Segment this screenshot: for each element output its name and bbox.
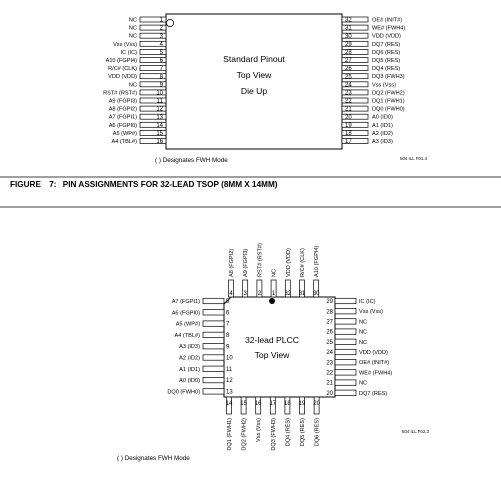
tsop-pin-number: 6 — [159, 58, 163, 65]
plcc-pin-number: 20 — [326, 390, 333, 397]
plcc-pin-number: 31 — [298, 291, 306, 297]
tsop-pin-number: 31 — [345, 25, 352, 32]
plcc-pin-number: 22 — [326, 370, 333, 377]
tsop-pin-label: A8 (FGPI2) — [108, 106, 137, 113]
tsop-pin-number: 23 — [345, 90, 352, 97]
plcc-pin-number: 6 — [226, 310, 230, 317]
tsop-pin-label: DQ0 (FWH0) — [372, 106, 405, 113]
tsop-pin-number: 4 — [159, 41, 163, 48]
plcc-pin-label: DQ0 (FWH0) — [167, 389, 200, 396]
plcc-pin-number: 27 — [326, 319, 333, 326]
plcc-pin-number: 13 — [226, 389, 233, 396]
tsop-pin-label: Vss (Vss) — [372, 82, 396, 89]
plcc-pin-label: DQ1 (FWH1) — [227, 418, 233, 451]
plcc-pin-label: DQ4 (RES) — [285, 418, 292, 447]
plcc-pin-label: IC (IC) — [359, 299, 376, 305]
tsop-pin-number: 32 — [345, 17, 352, 24]
tsop-pin-label: DQ2 (FWH2) — [372, 90, 405, 97]
tsop-pin-number: 8 — [159, 74, 163, 81]
plcc-left-pins — [167, 298, 233, 395]
tsop-pin-label: A2 (ID2) — [372, 130, 393, 137]
tsop-pin-number: 9 — [159, 82, 163, 89]
tsop-pin-label: DQ6 (RES) — [372, 49, 401, 56]
tsop-pin-label: A9 (FGPI3) — [108, 98, 137, 105]
plcc-pin-number: 15 — [240, 401, 247, 407]
plcc-pin-number: 9 — [226, 344, 230, 351]
tsop-pin-number: 20 — [345, 114, 352, 121]
tsop-pin-label: NC — [128, 17, 137, 24]
tsop-pin-label: DQ7 (RES) — [372, 41, 401, 48]
plcc-pin-number: 10 — [226, 355, 233, 362]
tsop-pin-number: 17 — [345, 139, 352, 146]
plcc-pin-number: 12 — [226, 378, 233, 385]
plcc-pin-number: 5 — [226, 299, 230, 306]
plcc-pin-number: 2 — [257, 291, 262, 297]
plcc-pin-number: 8 — [226, 333, 230, 339]
figure-caption — [10, 180, 278, 189]
tsop-pin-label: VDD (VDD) — [108, 74, 137, 81]
plcc-pin-lead — [203, 366, 224, 371]
plcc-bottom-pins — [226, 397, 321, 451]
plcc-pin-label: A0 (ID0) — [179, 378, 200, 385]
plcc-pin-number: 14 — [225, 401, 233, 407]
tsop-pin-number: 15 — [156, 131, 163, 137]
plcc-pin-lead — [335, 298, 356, 303]
plcc-pin-lead — [335, 360, 356, 365]
tsop-pin-number: 7 — [159, 66, 163, 73]
plcc-pin-number: 28 — [326, 309, 333, 316]
plcc-center-line-2: Top View — [254, 350, 290, 360]
plcc-pin-number: 7 — [226, 321, 230, 328]
plcc-pin-label: R/C# (CLK) — [300, 248, 306, 277]
plcc-pin-lead — [335, 370, 356, 375]
plcc-pin-number: 3 — [243, 291, 247, 297]
tsop-pin-number: 21 — [345, 106, 352, 113]
plcc-pin-number: 20 — [313, 401, 320, 407]
tsop-pin-number: 25 — [345, 74, 352, 81]
figure-caption-text: PIN ASSIGNMENTS FOR 32-LEAD TSOP (8MM X 14MM) — [62, 180, 278, 189]
tsop-pin-number: 18 — [345, 131, 352, 137]
tsop-pin-label: A6 (FGPI0) — [108, 122, 137, 129]
tsop-pin-label: A4 (TBL#) — [111, 139, 137, 145]
tsop-pin-number: 11 — [156, 98, 163, 105]
tsop-pin-label: DQ3 (FWH3) — [372, 74, 405, 81]
tsop-pin-number: 26 — [345, 66, 352, 73]
plcc-pin-lead — [203, 355, 224, 360]
tsop-pin-number: 27 — [345, 58, 352, 65]
tsop-pin-label: A7 (FGPI1) — [108, 114, 137, 121]
plcc-body — [224, 297, 335, 397]
plcc-pin-label: DQ3 (FWH3) — [270, 418, 277, 451]
plcc-pin-label: A1 (ID1) — [179, 366, 200, 373]
tsop-center-line-1: Standard Pinout — [223, 54, 285, 64]
plcc-pin-lead — [335, 339, 356, 344]
tsop-pin-label: VDD (VDD) — [372, 33, 401, 40]
plcc-pin-number: 26 — [326, 329, 333, 336]
plcc-pin-lead — [203, 298, 224, 303]
plcc-pin-label: Vss (Vss) — [359, 309, 383, 316]
tsop-pin-number: 29 — [345, 41, 352, 48]
tsop-pin-label: R/C# (CLK) — [108, 66, 137, 73]
plcc-pin-label: A10 (FGPI4) — [314, 245, 321, 277]
tsop-center-line-3: Die Up — [240, 86, 268, 96]
tsop-pin-label: NC — [128, 25, 137, 32]
plcc-pin-label: A6 (FGPI0) — [171, 310, 200, 317]
plcc-pin-number: 32 — [284, 291, 292, 297]
plcc-pin-label: A4 (TBL#) — [174, 332, 200, 339]
plcc-pin-number: 23 — [326, 360, 333, 367]
plcc-pin-number: 1 — [271, 291, 276, 297]
plcc-pin-lead — [335, 349, 356, 354]
plcc-pin-lead — [203, 321, 224, 326]
tsop-pin-number: 22 — [345, 98, 352, 105]
plcc-top-pins — [229, 243, 321, 297]
plcc-pin-number: 17 — [269, 401, 277, 407]
tsop-pin1-marker — [166, 19, 173, 26]
tsop-pin-label: DQ4 (RES) — [372, 66, 401, 73]
tsop-pin-label: OE# (INIT#) — [372, 17, 403, 24]
plcc-pin-number: 16 — [254, 401, 262, 407]
plcc-pin-number: 30 — [312, 291, 320, 297]
tsop-pin-number: 28 — [345, 50, 352, 56]
plcc-pin-label: VDD (VDD) — [359, 350, 388, 356]
plcc-pin-label: NC — [271, 268, 278, 277]
plcc-pin-lead — [203, 310, 224, 315]
plcc-pin-label: DQ2 (FWH2) — [241, 418, 248, 451]
plcc-pin-label: A3 (ID3) — [179, 344, 200, 351]
plcc-pin-label: NC — [359, 339, 368, 346]
plcc-pin-label: WE# (FWH4) — [359, 370, 393, 377]
tsop-pin-label: A1 (ID1) — [372, 122, 393, 129]
plcc-pin-number: 18 — [284, 401, 291, 407]
plcc-pin-lead — [203, 377, 224, 382]
plcc-pin-label: A5 (WP#) — [175, 321, 200, 328]
tsop-pin-label: IC (IC) — [120, 49, 137, 56]
plcc-pin-lead — [335, 309, 356, 314]
tsop-pin-label: A5 (WP#) — [112, 130, 137, 137]
tsop-body — [166, 14, 342, 149]
tsop-pin-number: 24 — [345, 82, 352, 89]
tsop-pin-label: DQ5 (RES) — [372, 58, 401, 64]
tsop-pin-label: A10 (FGPI4) — [105, 58, 137, 64]
plcc-pin-label: NC — [359, 329, 368, 336]
plcc-pin-label: DQ7 (RES) — [359, 390, 388, 397]
tsop-pin-label: RST# (RST#) — [103, 90, 137, 97]
tsop-pin-number: 10 — [156, 90, 163, 97]
tsop-pin-label: NC — [128, 82, 137, 89]
plcc-pin-number: 21 — [326, 380, 333, 387]
plcc-pin-label: A9 (FGPI3) — [243, 248, 250, 277]
plcc-pin-label: NC — [359, 319, 368, 326]
plcc-note: ( ) Designates FWH Mode — [117, 455, 190, 462]
tsop-pin-number: 12 — [156, 106, 163, 113]
plcc-pin-label: A2 (ID2) — [179, 355, 200, 362]
tsop-pin-number: 19 — [345, 122, 352, 129]
plcc-pin-lead — [335, 329, 356, 334]
plcc-pin-lead — [203, 389, 224, 394]
plcc-pin-number: 29 — [326, 299, 333, 306]
plcc-pin-number: 19 — [298, 401, 306, 407]
plcc-pin1-marker — [269, 298, 275, 304]
tsop-pin-label: DQ1 (FWH1) — [372, 98, 405, 105]
tsop-right-pins — [342, 17, 405, 145]
plcc-pin-number: 24 — [326, 350, 333, 357]
plcc-pin-label: RST# (RST#) — [257, 243, 264, 277]
tsop-pin-label: WE# (FWH4) — [372, 25, 406, 32]
tsop-pin-number: 5 — [159, 50, 163, 56]
plcc-pin-label: OE# (INIT#) — [359, 360, 390, 367]
tsop-pin-number: 2 — [159, 25, 163, 32]
tsop-pin-number: 14 — [156, 122, 163, 129]
plcc-center-line-1: 32-lead PLCC — [245, 335, 299, 345]
plcc-pin-label: A8 (FGPI2) — [229, 248, 235, 277]
plcc-pin-number: 11 — [226, 366, 233, 373]
plcc-pin-label: VDD (VDD) — [285, 248, 292, 277]
tsop-package — [103, 14, 427, 164]
figure-caption-number: 7: — [49, 180, 57, 189]
tsop-note: ( ) Designates FWH Mode — [155, 157, 228, 164]
plcc-right-pins — [326, 298, 392, 397]
plcc-pin-label: NC — [359, 380, 368, 387]
tsop-pin-number: 1 — [159, 17, 163, 24]
plcc-pin-number: 25 — [326, 339, 333, 346]
plcc-pin-lead — [335, 380, 356, 385]
plcc-package — [117, 243, 429, 462]
tsop-pin-number: 16 — [156, 139, 163, 146]
tsop-pin-label: A0 (ID0) — [372, 114, 393, 121]
tsop-pin-label: A3 (ID3) — [372, 139, 393, 145]
plcc-pin-label: DQ6 (RES) — [314, 418, 321, 447]
tsop-center-line-2: Top View — [236, 70, 272, 80]
tsop-pin-number: 3 — [159, 33, 163, 40]
plcc-pin-label: DQ5 (RES) — [300, 418, 306, 447]
tsop-pin-number: 13 — [156, 114, 163, 121]
tsop-left-pins — [103, 17, 166, 145]
plcc-pin-lead — [203, 344, 224, 349]
tsop-pin-label: NC — [128, 33, 137, 40]
tsop-ref: 504 ILL F01.4 — [400, 156, 427, 161]
plcc-pin-lead — [335, 319, 356, 324]
tsop-pin-label: Vss (Vss) — [113, 41, 137, 48]
plcc-pin-number: 4 — [229, 291, 233, 297]
plcc-pin-label: A7 (FGPI1) — [171, 299, 200, 305]
plcc-ref: 504 ILL F02.3 — [402, 429, 429, 434]
plcc-pin-lead — [203, 332, 224, 337]
tsop-pin-number: 30 — [345, 33, 352, 40]
plcc-pin-label: Vss (Vss) — [256, 418, 263, 442]
figure-caption-prefix: FIGURE — [10, 180, 41, 189]
plcc-pin-lead — [335, 390, 356, 395]
